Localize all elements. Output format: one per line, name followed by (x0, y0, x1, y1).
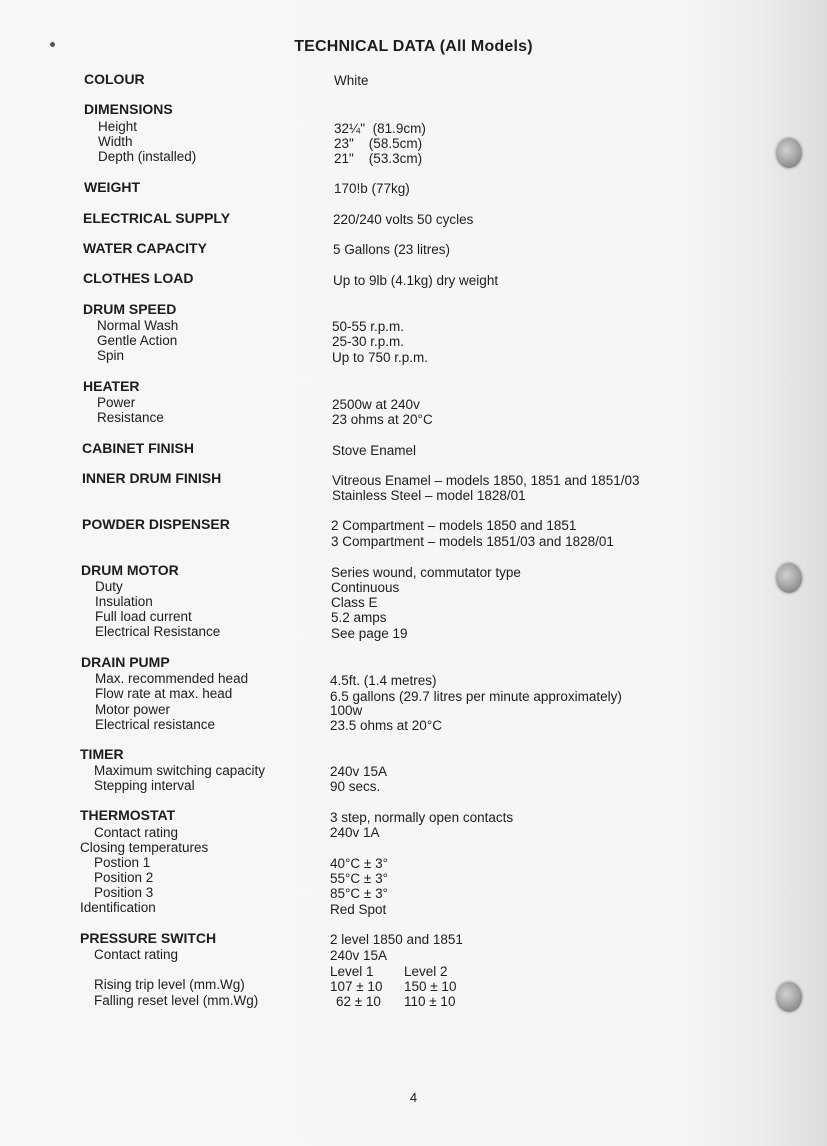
drum-motor-label: Full load current (95, 609, 192, 624)
dimension-value: 23" (58.5cm) (334, 136, 423, 151)
page-number: 4 (409, 1090, 418, 1105)
weight-value: 170!b (77kg) (334, 181, 410, 196)
electrical-supply-heading: ELECTRICAL SUPPLY (83, 210, 231, 226)
drum-speed-value: 25-30 r.p.m. (332, 334, 405, 349)
thermostat-identification-label: Identification (80, 900, 156, 915)
thermostat-position-label: Postion 1 (94, 855, 151, 870)
pressure-switch-type: 2 level 1850 and 1851 (330, 932, 463, 947)
pressure-level-label: Falling reset level (mm.Wg) (94, 993, 259, 1008)
thermostat-type: 3 step, normally open contacts (330, 810, 514, 825)
drain-pump-value: 100w (330, 703, 363, 718)
pressure-switch-contact-value: 240v 15A (330, 948, 388, 963)
drum-speed-label: Spin (97, 348, 125, 363)
thermostat-closing-label: Closing temperatures (80, 840, 209, 855)
thermostat-position-value: 55°C ± 3° (330, 871, 388, 886)
drum-motor-label: Electrical Resistance (95, 624, 221, 639)
binder-hole-middle (776, 563, 802, 593)
pressure-level-label: Rising trip level (mm.Wg) (94, 977, 245, 992)
pressure-switch-contact-label: Contact rating (94, 947, 179, 962)
drum-motor-label: Duty (95, 579, 123, 594)
dimension-label: Width (98, 134, 133, 149)
dimension-label: Depth (installed) (98, 149, 197, 164)
clothes-load-value: Up to 9lb (4.1kg) dry weight (333, 273, 499, 288)
powder-dispenser-value: 3 Compartment – models 1851/03 and 1828/01 (331, 534, 614, 549)
powder-dispenser-heading: POWDER DISPENSER (82, 516, 230, 532)
inner-drum-finish-heading: INNER DRUM FINISH (82, 470, 222, 486)
pressure-level2-value: 110 ± 10 (404, 994, 456, 1009)
inner-drum-finish-value: Vitreous Enamel – models 1850, 1851 and 1851/03 (332, 473, 640, 488)
drain-pump-value: 6.5 gallons (29.7 litres per minute approximately) (330, 689, 622, 704)
inner-drum-finish-value: Stainless Steel – model 1828/01 (332, 488, 526, 503)
drum-speed-label: Normal Wash (97, 318, 179, 333)
pressure-level2-value: 150 ± 10 (404, 979, 457, 994)
colour-heading: COLOUR (84, 71, 145, 87)
timer-value: 240v 15A (330, 764, 388, 779)
heater-value: 2500w at 240v (332, 397, 420, 412)
drain-pump-value: 4.5ft. (1.4 metres) (330, 673, 437, 688)
binder-hole-top (776, 138, 802, 168)
timer-label: Stepping interval (94, 778, 195, 793)
thermostat-identification-value: Red Spot (330, 902, 387, 917)
dimensions-heading: DIMENSIONS (84, 101, 173, 117)
level-header: Level 2 (404, 964, 448, 979)
drum-motor-label: Insulation (95, 594, 153, 609)
heater-heading: HEATER (83, 378, 140, 394)
drum-motor-heading: DRUM MOTOR (81, 562, 179, 578)
drum-motor-value: Class E (331, 595, 378, 610)
drum-motor-value: See page 19 (331, 626, 408, 641)
pressure-switch-heading: PRESSURE SWITCH (80, 930, 217, 946)
water-capacity-value: 5 Gallons (23 litres) (333, 242, 451, 257)
timer-value: 90 secs. (330, 779, 381, 794)
drain-pump-heading: DRAIN PUMP (81, 654, 170, 670)
drain-pump-label: Flow rate at max. head (95, 686, 233, 701)
drum-speed-label: Gentle Action (97, 333, 178, 348)
timer-heading: TIMER (80, 746, 124, 762)
thermostat-contact-label: Contact rating (94, 825, 179, 840)
cabinet-finish-heading: CABINET FINISH (82, 440, 194, 456)
clothes-load-heading: CLOTHES LOAD (83, 270, 194, 286)
thermostat-position-value: 40°C ± 3° (330, 856, 388, 871)
thermostat-contact-value: 240v 1A (330, 825, 380, 840)
drum-motor-type: Series wound, commutator type (331, 565, 521, 580)
water-capacity-heading: WATER CAPACITY (83, 240, 207, 256)
timer-label: Maximum switching capacity (94, 763, 266, 778)
thermostat-heading: THERMOSTAT (80, 807, 176, 823)
weight-heading: WEIGHT (84, 179, 140, 195)
binder-hole-bottom (776, 982, 802, 1012)
thermostat-position-label: Position 2 (94, 870, 154, 885)
page-title: TECHNICAL DATA (All Models) (294, 38, 533, 55)
pressure-level1-value: 107 ± 10 (330, 979, 383, 994)
drum-motor-value: Continuous (331, 580, 400, 595)
drain-pump-label: Electrical resistance (95, 717, 216, 732)
heater-label: Power (97, 395, 136, 410)
thermostat-position-label: Position 3 (94, 885, 154, 900)
colour-value: White (334, 73, 369, 88)
drum-speed-value: 50-55 r.p.m. (332, 319, 405, 334)
drain-pump-value: 23.5 ohms at 20°C (330, 718, 442, 733)
heater-label: Resistance (97, 410, 164, 425)
thermostat-position-value: 85°C ± 3° (330, 886, 388, 901)
dimension-value: 21" (53.3cm) (334, 151, 423, 166)
drum-speed-heading: DRUM SPEED (83, 301, 177, 317)
drain-pump-label: Max. recommended head (95, 671, 249, 686)
powder-dispenser-value: 2 Compartment – models 1850 and 1851 (331, 518, 577, 533)
cabinet-finish-value: Stove Enamel (332, 443, 417, 458)
drum-motor-value: 5.2 amps (331, 610, 387, 625)
drum-speed-value: Up to 750 r.p.m. (332, 350, 429, 365)
level-header: Level 1 (330, 964, 374, 979)
drain-pump-label: Motor power (95, 702, 171, 717)
dimension-value: 32¼" (81.9cm) (334, 121, 426, 136)
pressure-level1-value: 62 ± 10 (336, 994, 381, 1009)
electrical-supply-value: 220/240 volts 50 cycles (333, 212, 474, 227)
heater-value: 23 ohms at 20°C (332, 412, 433, 427)
dimension-label: Height (98, 119, 138, 134)
